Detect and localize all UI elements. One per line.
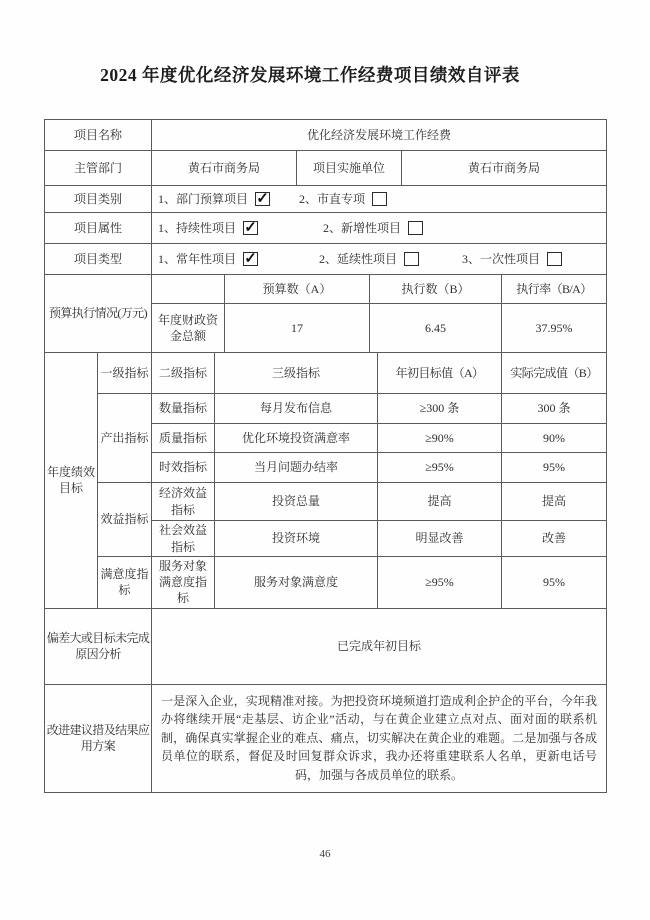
actual-cell: 提高 [502, 483, 607, 521]
level1-output: 产出指标 [98, 394, 152, 483]
performance-section-label: 年度绩效目标 [45, 353, 98, 609]
level3-cell: 当月问题办结率 [215, 453, 378, 483]
target-cell: ≥90% [378, 424, 502, 453]
table-row [45, 244, 607, 275]
target-cell: ≥300 条 [378, 394, 502, 424]
budget-rate-value: 37.95% [502, 304, 607, 353]
table-row [45, 684, 607, 792]
impl-unit-value: 黄石市商务局 [402, 151, 607, 186]
checkbox-icon: ✓ [244, 219, 257, 236]
level2-cell: 服务对象满意度指标 [152, 557, 215, 609]
option-label: 1、部门预算项目 [158, 191, 249, 206]
performance-table [44, 352, 607, 609]
level1-satisfaction: 满意度指标 [98, 557, 152, 609]
option-continuous-project [158, 220, 258, 236]
table-row [45, 213, 607, 244]
page-title: 2024 年度优化经济发展环境工作经费项目绩效自评表 [100, 65, 520, 85]
level3-header: 三级指标 [215, 353, 378, 394]
deviation-label: 偏差大或目标未完成原因分析 [45, 608, 152, 684]
type-options [152, 244, 607, 275]
impl-unit-label: 项目实施单位 [297, 151, 402, 186]
level2-header: 二级指标 [152, 353, 215, 394]
option-label: 2、新增性项目 [323, 220, 402, 235]
actual-cell: 95% [502, 453, 607, 483]
evaluation-table [44, 119, 606, 793]
table-row [45, 483, 607, 521]
improvement-value [152, 684, 607, 792]
level1-header: 一级指标 [98, 353, 152, 394]
option-one-time-project [462, 251, 562, 267]
table-row [45, 353, 607, 394]
deviation-value: 已完成年初目标 [152, 608, 607, 684]
level3-cell: 每月发布信息 [215, 394, 378, 424]
target-cell: ≥95% [378, 453, 502, 483]
annual-fund-label: 年度财政资金总额 [152, 304, 225, 353]
level2-cell: 质量指标 [152, 424, 215, 453]
project-name-label: 项目名称 [45, 120, 152, 151]
attribute-label: 项目属性 [45, 213, 152, 244]
actual-cell: 95% [502, 557, 607, 609]
attribute-options [152, 213, 607, 244]
option-city-special [299, 191, 387, 207]
budget-table [44, 274, 607, 353]
table-row [45, 186, 607, 213]
dept-label: 主管部门 [45, 151, 152, 186]
actual-header: 实际完成值（B） [502, 353, 607, 394]
target-header: 年初目标值（A） [378, 353, 502, 394]
level3-cell: 投资总量 [215, 483, 378, 521]
level3-cell: 优化环境投资满意率 [215, 424, 378, 453]
option-label: 1、持续性项目 [158, 220, 237, 235]
option-label: 2、市直专项 [299, 191, 366, 206]
level2-cell: 经济效益指标 [152, 483, 215, 521]
option-label: 2、延续性项目 [319, 251, 398, 266]
table-row [45, 120, 607, 151]
option-label: 1、常年性项目 [158, 251, 237, 266]
category-options [152, 186, 607, 213]
improvement-label: 改进建议措及结果应用方案 [45, 684, 152, 792]
checkbox-icon [404, 252, 419, 266]
budget-col-rate-header: 执行率（B/A） [502, 275, 607, 304]
improvement-text: 一是深入企业，实现精准对接。为把投资环境频道打造成利企护企的平台，今年我办将继续开展“走基层、访企业”活动，与在黄企业建立点对点、面对面的联系机制，确保真实掌握企业的难点、痛点，切实解决在黄企业的难题。二是加强与各成员单位的联系，督促及时回复群众诉求，我办还将重建联系人名单，更新电话号码，加强与各成员单位的联系。 [161, 693, 597, 782]
category-label: 项目类别 [45, 186, 152, 213]
option-extended-project [319, 251, 419, 267]
target-cell: 提高 [378, 483, 502, 521]
budget-b-value: 6.45 [370, 304, 502, 353]
type-label: 项目类型 [45, 244, 152, 275]
checkbox-icon: ✓ [256, 190, 269, 207]
analysis-table [44, 608, 607, 793]
level2-cell: 数量指标 [152, 394, 215, 424]
table-row [45, 275, 607, 304]
budget-a-value: 17 [225, 304, 370, 353]
target-cell: ≥95% [378, 557, 502, 609]
checkbox-icon [408, 221, 423, 235]
table-row [45, 151, 607, 186]
dept-value: 黄石市商务局 [152, 151, 297, 186]
level2-cell: 时效指标 [152, 453, 215, 483]
actual-cell: 改善 [502, 521, 607, 557]
table-row [45, 557, 607, 609]
checkbox-icon [372, 192, 387, 206]
checkbox-icon: ✓ [244, 250, 257, 267]
target-cell: 明显改善 [378, 521, 502, 557]
option-new-project [323, 220, 423, 236]
option-dept-budget-project [158, 191, 270, 207]
actual-cell: 90% [502, 424, 607, 453]
budget-col-a-header: 预算数（A） [225, 275, 370, 304]
option-perennial-project [158, 251, 258, 267]
project-name-value: 优化经济发展环境工作经费 [152, 120, 607, 151]
option-label: 3、一次性项目 [462, 251, 541, 266]
basic-info-table [44, 119, 607, 275]
table-row [45, 394, 607, 424]
budget-section-label: 预算执行情况(万元) [45, 275, 152, 353]
actual-cell: 300 条 [502, 394, 607, 424]
table-row [45, 608, 607, 684]
checkbox-icon [547, 252, 562, 266]
budget-blank-cell [152, 275, 225, 304]
page-number: 46 [319, 848, 331, 860]
level3-cell: 投资环境 [215, 521, 378, 557]
level3-cell: 服务对象满意度 [215, 557, 378, 609]
level2-cell: 社会效益指标 [152, 521, 215, 557]
level1-benefit: 效益指标 [98, 483, 152, 557]
budget-col-b-header: 执行数（B） [370, 275, 502, 304]
